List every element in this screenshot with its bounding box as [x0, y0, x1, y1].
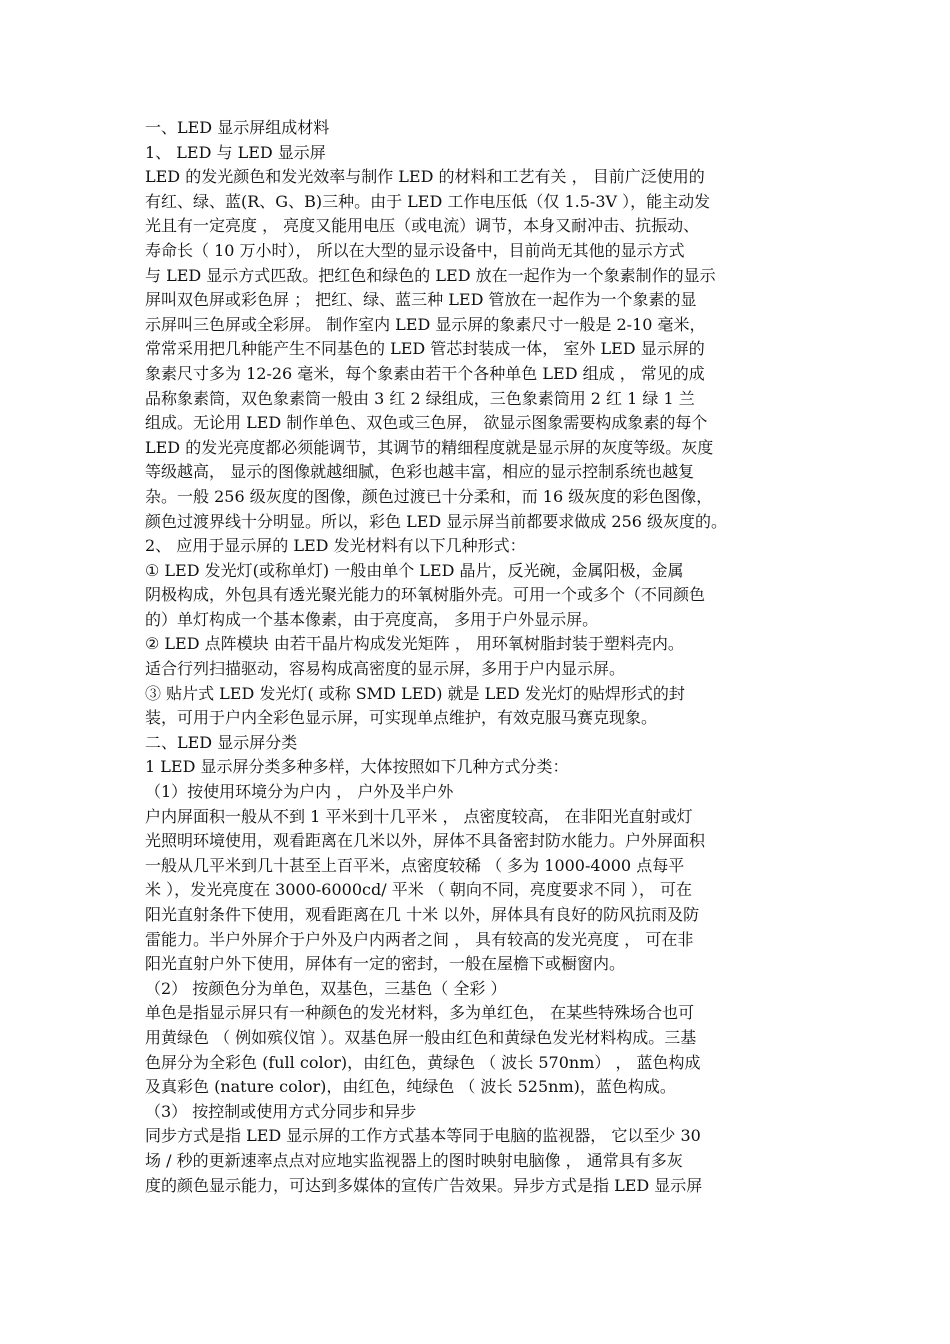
text-line: （2） 按颜色分为单色，双基色，三基色（ 全彩 ） — [145, 978, 507, 998]
text-line: 与 LED 显示方式匹敌。把红色和绿色的 LED 放在一起作为一个象素制作的显示 — [145, 265, 716, 285]
text-line: 适合行列扫描驱动，容易构成高密度的显示屏，多用于户内显示屏。 — [145, 659, 626, 679]
text-line: 雷能力。半户外屏介于户外及户内两者之间 ， 具有较高的发光亮度 ， 可在非 — [145, 929, 694, 949]
text-line: LED 的发光亮度都必须能调节，其调节的精细程度就是显示屏的灰度等级。灰度 — [145, 437, 714, 457]
text-line: 品称象素筒，双色象素筒一般由 3 红 2 绿组成，三色象素筒用 2 红 1 绿 1 兰 — [145, 388, 695, 408]
text-line: 一、LED 显示屏组成材料 — [145, 118, 330, 137]
text-line: 同步方式是指 LED 显示屏的工作方式基本等同于电脑的监视器， 它以至少 30 — [145, 1126, 701, 1146]
text-line: 场 / 秒的更新速率点点对应地实监视器上的图时映射电脑像 ， 通常具有多灰 — [145, 1150, 683, 1170]
text-line: 示屏叫三色屏或全彩屏。 制作室内 LED 显示屏的象素尺寸一般是 2-10 毫米， — [145, 314, 706, 334]
text-line: 组成。无论用 LED 制作单色、双色或三色屏， 欲显示图象需要构成象素的每个 — [145, 413, 708, 433]
text-line: 的）单灯构成一个基本像素，由于亮度高， 多用于户外显示屏。 — [145, 609, 599, 629]
text-line: 阳光直射条件下使用，观看距离在几 十米 以外，屏体具有良好的防风抗雨及防 — [145, 905, 700, 924]
text-line: 一般从几平米到几十甚至上百平米，点密度较稀 （ 多为 1000-4000 点每平 — [145, 855, 685, 875]
text-line: 及真彩色 (nature color)，由红色，纯绿色 （ 波长 525nm)，蓝色构成。 — [145, 1077, 676, 1097]
text-line: 度的颜色显示能力，可达到多媒体的宣传广告效果。异步方式是指 LED 显示屏 — [145, 1175, 703, 1195]
text-line: 2、 应用于显示屏的 LED 发光材料有以下几种形式： — [145, 536, 526, 556]
text-line: 常常采用把几种能产生不同基色的 LED 管芯封装成一体， 室外 LED 显示屏的 — [145, 339, 705, 359]
text-line: （3） 按控制或使用方式分同步和异步 — [145, 1101, 417, 1121]
text-line: 单色是指显示屏只有一种颜色的发光材料，多为单红色， 在某些特殊场合也可 — [145, 1003, 695, 1023]
text-line: LED 的发光颜色和发光效率与制作 LED 的材料和工艺有关 ， 目前广泛使用的 — [145, 167, 705, 187]
text-line: 屏叫双色屏或彩色屏 ； 把红、绿、蓝三种 LED 管放在一起作为一个象素的显 — [145, 290, 697, 310]
text-line: 颜色过渡界线十分明显。所以，彩色 LED 显示屏当前都要求做成 256 级灰度的。 — [145, 511, 728, 531]
text-line: 象素尺寸多为 12-26 毫米，每个象素由若干个各种单色 LED 组成 ， 常见的成 — [145, 363, 705, 383]
text-line: （1）按使用环境分为户内 ， 户外及半户外 — [145, 782, 454, 802]
text-line: 1、 LED 与 LED 显示屏 — [145, 142, 326, 162]
text-line: 装，可用于户内全彩色显示屏，可实现单点维护，有效克服马赛克现象。 — [145, 708, 658, 728]
text-line: 1 LED 显示屏分类多种多样，大体按照如下几种方式分类： — [145, 757, 569, 777]
text-line: 阴极构成，外包具有透光聚光能力的环氧树脂外壳。可用一个或多个（不同颜色 — [145, 585, 706, 605]
text-line: 阳光直射户外下使用，屏体有一定的密封，一般在屋檐下或橱窗内。 — [145, 954, 626, 974]
text-line: 二、LED 显示屏分类 — [145, 732, 298, 752]
document-page — [145, 116, 810, 1198]
text-line: 等级越高， 显示的图像就越细腻，色彩也越丰富，相应的显示控制系统也越复 — [145, 462, 695, 482]
text-line: 杂。一般 256 级灰度的图像，颜色过渡已十分柔和，而 16 级灰度的彩色图像， — [145, 486, 713, 506]
text-line: 光且有一定亮度 ， 亮度又能用电压（或电流）调节，本身又耐冲击、抗振动、 — [145, 216, 700, 236]
text-line: 有红、绿、蓝(R、G、B)三种。由于 LED 工作电压低（仅 1.5-3V ），能主动发 — [145, 191, 711, 211]
text-line: 光照明环境使用，观看距离在几米以外，屏体不具备密封防水能力。户外屏面积 — [145, 831, 706, 851]
text-line: 米 ），发光亮度在 3000-6000cd/ 平米 （ 朝向不同，亮度要求不同 ）， 可在 — [145, 880, 693, 900]
text-line: 色屏分为全彩色 (full color)，由红色，黄绿色 （ 波长 570nm） ， 蓝色构成 — [145, 1052, 701, 1072]
text-line: ② LED 点阵模块 由若干晶片构成发光矩阵 ， 用环氧树脂封装于塑料壳内。 — [145, 634, 684, 654]
text-line: ① LED 发光灯(或称单灯) 一般由单个 LED 晶片，反光碗，金属阳极，金属 — [145, 560, 684, 580]
text-line: 户内屏面积一般从不到 1 平米到十几平米 ， 点密度较高， 在非阳光直射或灯 — [145, 806, 693, 826]
text-line: ③ 贴片式 LED 发光灯( 或称 SMD LED) 就是 LED 发光灯的贴焊形式的封 — [145, 683, 685, 703]
text-line: 用黄绿色 （ 例如殡仪馆 ）。双基色屏一般由红色和黄绿色发光材料构成。三基 — [145, 1027, 697, 1047]
text-line: 寿命长（ 10 万小时）， 所以在大型的显示设备中，目前尚无其他的显示方式 — [145, 240, 685, 260]
